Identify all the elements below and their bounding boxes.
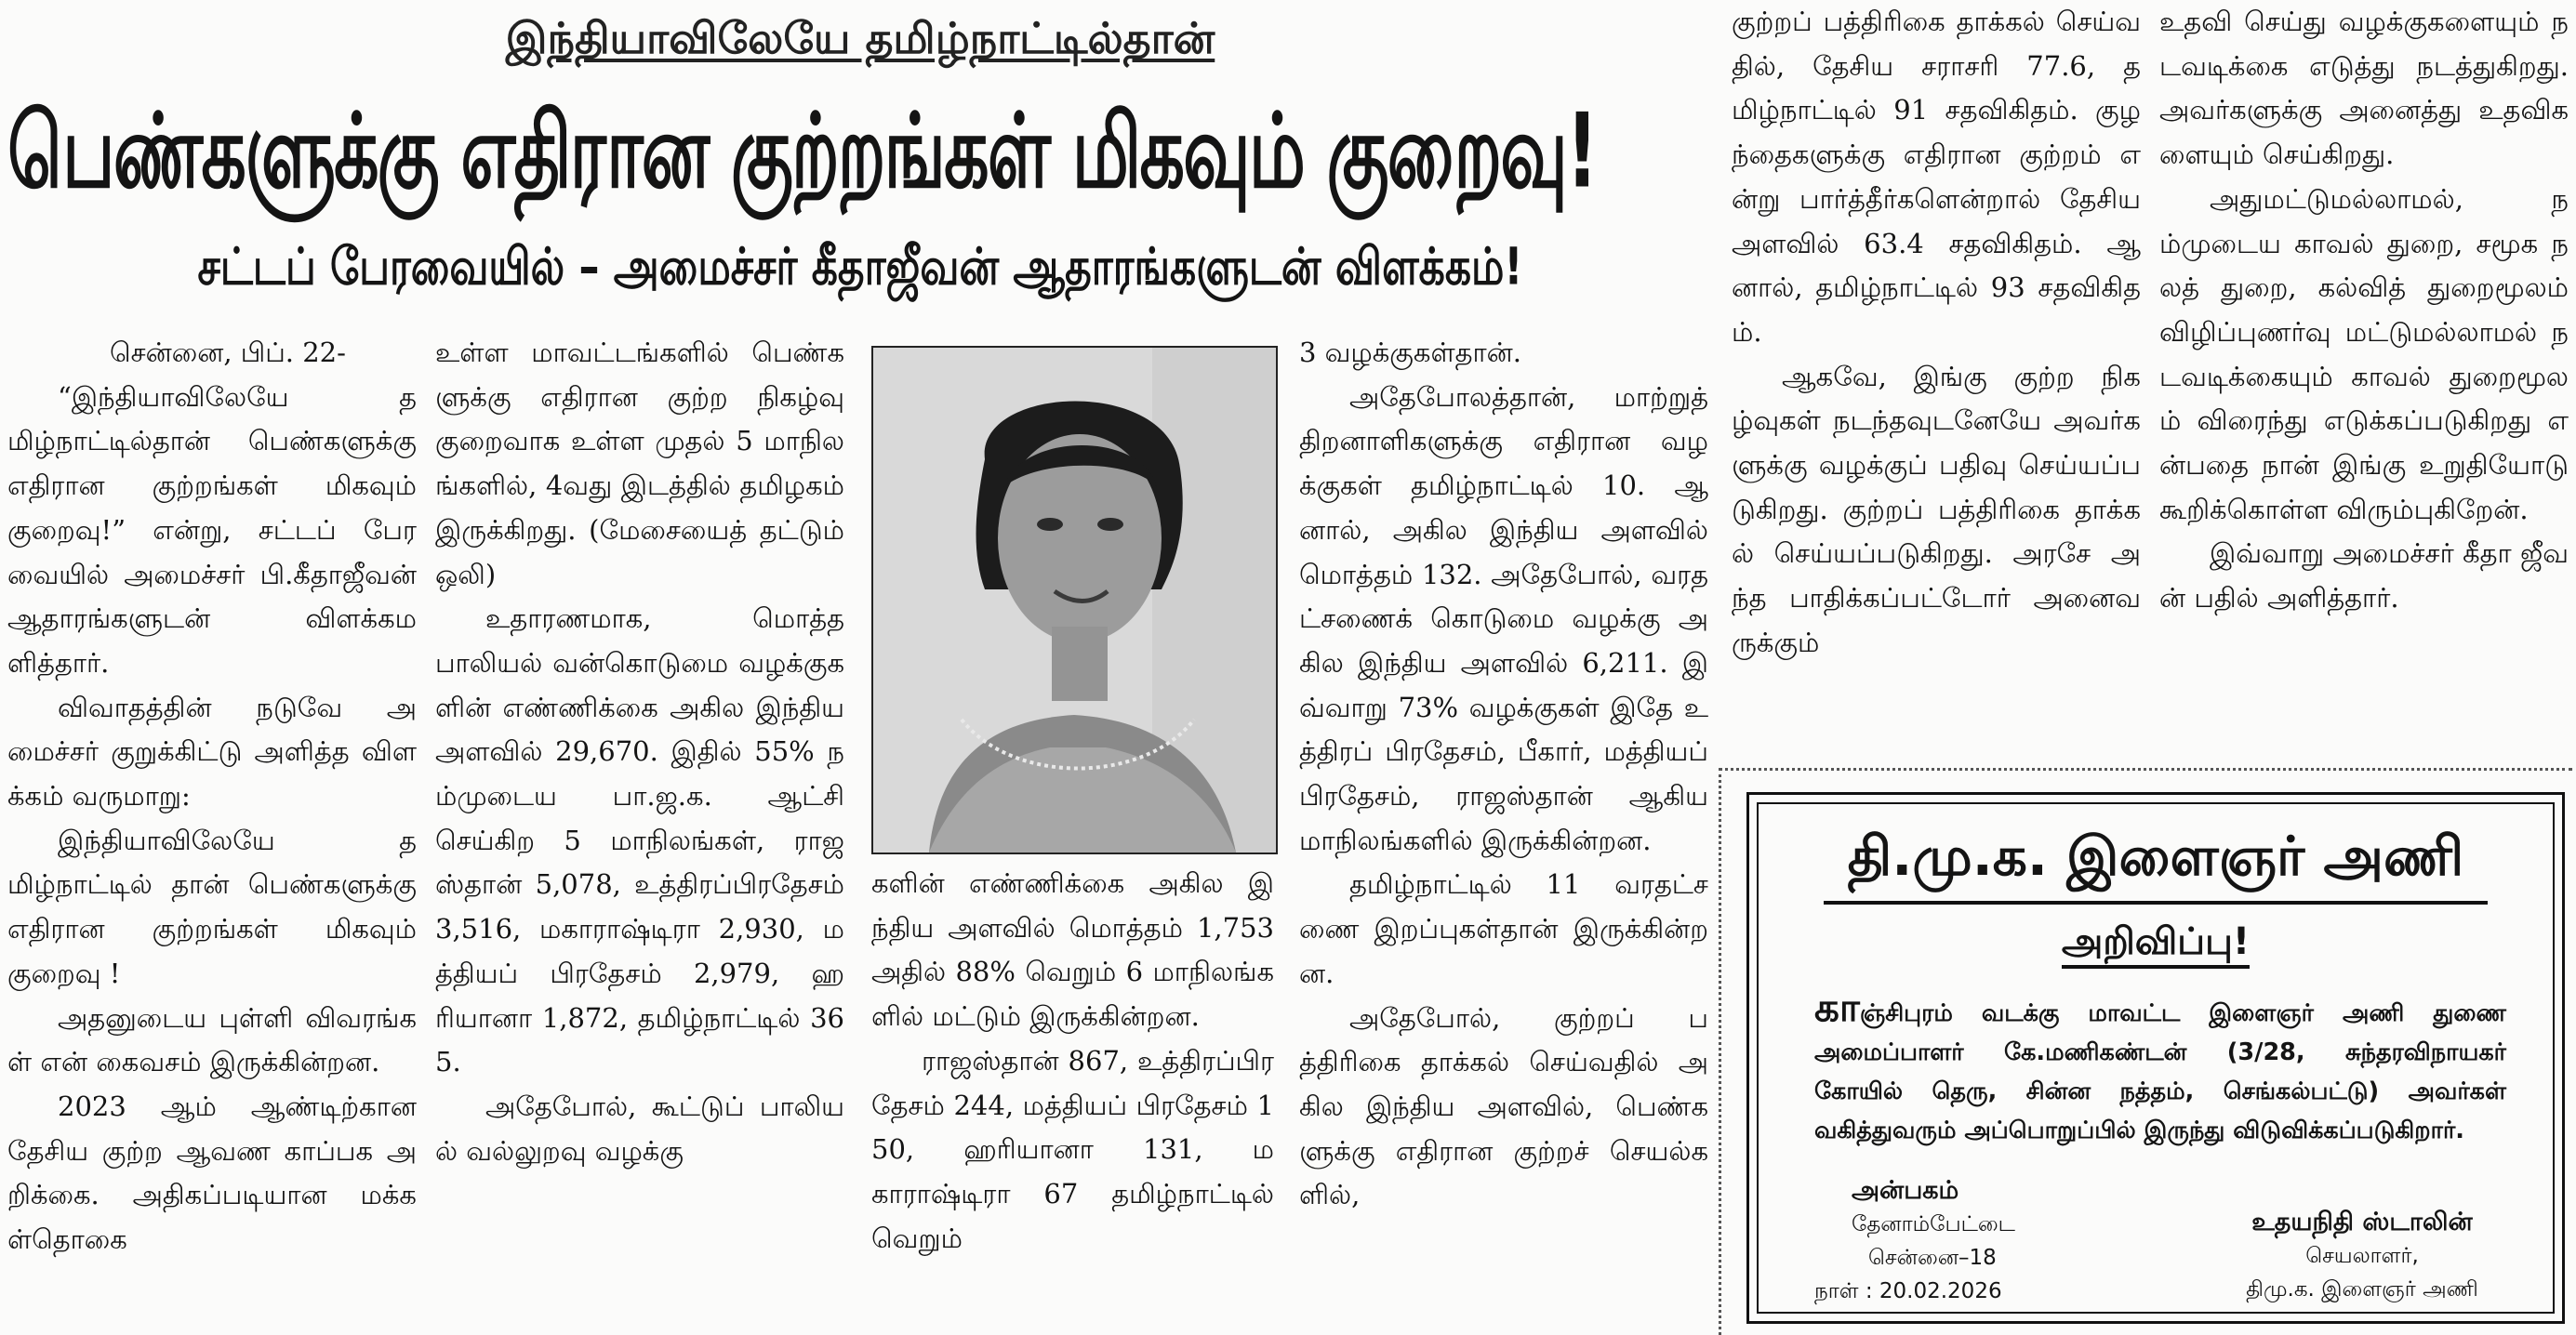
- paragraph: உள்ள மாவட்டங்களில் பெண்களுக்கு எதிரான குற்ற நிகழ்வு குறைவாக உள்ள முதல் 5 மாநிலங்களில், 4வது இடத்தில் தமிழகம் இருக்கிறது. (மேசையைத் தட்டும் ஒலி): [435, 337, 844, 590]
- article-column-1: [7, 331, 417, 1262]
- announcement-inner-frame: [1757, 802, 2555, 1314]
- paragraph: அதேபோல், கூட்டுப் பாலியல் வல்லுறவு வழக்கு: [435, 1090, 844, 1167]
- article-column-2: [435, 331, 844, 1173]
- paragraph: அதேபோலத்தான், மாற்றுத் திறனாளிகளுக்கு எதிரான வழக்குகள் தமிழ்நாட்டில் 10. ஆனால், அகில இந்திய அளவில் மொத்தம் 132. அதேபோல், வரதட்சணைக் கொடுமை வழக்கு அகில இந்திய அளவில் 6,211. இவ்வாறு 73% வழக்குகள் இதே உத்திரப் பிரதேசம், பீகார், மத்தியப் பிரதேசம், ராஜஸ்தான் ஆகிய மாநிலங்களில் இருக்கின்றன.: [1299, 380, 1708, 856]
- signatory-organization: திமு.க. இளைஞர் அணி: [2246, 1277, 2478, 1302]
- paragraph: அதேபோல், குற்றப் பத்திரிகை தாக்கல் செய்வதில் அகில இந்திய அளவில், பெண்களுக்கு எதிரான குற்றச் செயல்களில்,: [1299, 1001, 1708, 1211]
- paragraph: 2023 ஆம் ஆண்டிற்கான தேசிய குற்ற ஆவண காப்பக அறிக்கை. அதிகப்படியான மக்கள்தொகை: [7, 1090, 417, 1256]
- article-column-4: [1299, 331, 1708, 1218]
- signatory-designation: செயலாளர்,: [2305, 1244, 2419, 1268]
- announcement-text: ஞ்சிபுரம் வடக்கு மாவட்ட இளைஞர் அணி துணை அமைப்பாளர் கே.மணிகண்டன் (3/28, சுந்தரவிநாயகர் கோயில் தெரு, சின்ன நத்தம், செங்கல்பட்டு) அவர்கள் வகித்துவரும் அப்பொறுப்பில் இருந்து விடுவிக்கப்படுகிறார்.: [1814, 999, 2506, 1144]
- paragraph: களின் எண்ணிக்கை அகில இந்திய அளவில் மொத்தம் 1,753 அதில் 88% வெறும் 6 மாநிலங்களில் மட்டும் இருக்கின்றன.: [871, 867, 1274, 1033]
- minister-photo: [871, 346, 1278, 854]
- subheadline: சட்டப் பேரவையில் – அமைச்சர் கீதாஜீவன் ஆதாரங்களுடன் விளக்கம்!: [197, 237, 1523, 297]
- headline: பெண்களுக்கு எதிரான குற்றங்கள் மிகவும் குறைவு!: [7, 90, 1597, 211]
- announcement-title: தி.மு.க. இளைஞர் அணி: [1847, 825, 2464, 888]
- paragraph: தமிழ்நாட்டில் 11 வரதட்சணை இறப்புகள்தான் இருக்கின்றன.: [1299, 868, 1708, 989]
- paragraph: ராஜஸ்தான் 867, உத்திரப்பிரதேசம் 244, மத்தியப் பிரதேசம் 150, ஹரியானா 131, மகாராஷ்டிரா 67 தமிழ்நாட்டில் வெறும்: [871, 1044, 1274, 1254]
- address-line: தேனாம்பேட்டை: [1852, 1212, 2015, 1236]
- address-label: அன்பகம்: [1852, 1176, 1959, 1205]
- article-column-3: [871, 862, 1274, 1261]
- announcement-subtitle: அறிவிப்பு!: [2062, 920, 2250, 969]
- paragraph: “இந்தியாவிலேயே தமிழ்நாட்டில்தான் பெண்களுக்கு எதிரான குற்றங்கள் மிகவும் குறைவு!” என்று, சட்டப் பேரவையில் அமைச்சர் பி.கீதாஜீவன் ஆதாரங்களுடன் விளக்கமளித்தார்.: [7, 380, 417, 679]
- article-column-6: [2159, 0, 2569, 621]
- paragraph: விவாதத்தின் நடுவே அமைச்சர் குறுக்கிட்டு அளித்த விளக்கம் வருமாறு:: [7, 691, 417, 813]
- paragraph: உதாரணமாக, மொத்த பாலியல் வன்கொடுமை வழக்குகளின் எண்ணிக்கை அகில இந்திய அளவில் 29,670. இதில் 55% நம்முடைய பா.ஜ.க. ஆட்சி செய்கிற 5 மாநிலங்கள், ராஜஸ்தான் 5,078, உத்திரப்பிரதேசம் 3,516, மகாராஷ்டிரா 2,930, மத்தியப் பிரதேசம் 2,979, ஹரியானா 1,872, தமிழ்நாட்டில் 365.: [435, 602, 844, 1078]
- portrait-image: [873, 348, 1276, 853]
- paragraph: 3 வழக்குகள்தான்.: [1299, 337, 1522, 368]
- paragraph: குற்றப் பத்திரிகை தாக்கல் செய்வதில், தேசிய சராசரி 77.6, தமிழ்நாட்டில் 91 சதவிகிதம். குழந்தைகளுக்கு எதிரான குற்றம் என்று பார்த்தீர்களென்றால் தேசிய அளவில் 63.4 சதவிகிதம். ஆனால், தமிழ்நாட்டில் 93 சதவிகிதம்.: [1732, 6, 2141, 348]
- article-column-5: [1732, 0, 2141, 666]
- drop-letter: கா: [1814, 985, 1860, 1030]
- signature-block: [2209, 1206, 2516, 1306]
- paragraph: இவ்வாறு அமைச்சர் கீதா ஜீவன் பதில் அளித்தார்.: [2159, 537, 2569, 615]
- title-rule: [1824, 901, 2488, 905]
- divider: [1719, 768, 2572, 771]
- paragraph: அதுமட்டுமல்லாமல், நம்முடைய காவல் துறை, சமூக நலத் துறை, கல்வித் துறைமூலம் விழிப்புணர்வு மட்டுமல்லாமல் நடவடிக்கையும் காவல் துறைமூலம் விரைந்து எடுக்கப்படுகிறது என்பதை நான் இங்கு உறுதியோடு கூறிக்கொள்ள விரும்புகிறேன்.: [2159, 182, 2569, 525]
- address-block: [1814, 1174, 2121, 1308]
- notice-date: நாள் : 20.02.2026: [1814, 1279, 2002, 1303]
- announcement-subtitle-wrap: [1759, 914, 2553, 970]
- signatory-name: உதயநிதி ஸ்டாலின்: [2251, 1208, 2473, 1236]
- paragraph: ஆகவே, இங்கு குற்ற நிகழ்வுகள் நடந்தவுடனேயே அவர்களுக்கு வழக்குப் பதிவு செய்யப்படுகிறது. குற்றப் பத்திரிகை தாக்கல் செய்யப்படுகிறது. அரசே அந்த பாதிக்கப்பட்டோர் அனைவருக்கும்: [1732, 360, 2141, 658]
- kicker-heading: இந்தியாவிலேயே தமிழ்நாட்டில்தான்: [505, 13, 1215, 63]
- address-line: சென்னை–18: [1868, 1246, 1997, 1270]
- dateline: சென்னை, பிப். 22-: [110, 337, 346, 368]
- paragraph: உதவி செய்து வழக்குகளையும் நடவடிக்கை எடுத்து நடத்துகிறது. அவர்களுக்கு அனைத்து உதவிகளையும் செய்கிறது.: [2159, 6, 2569, 171]
- paragraph: இந்தியாவிலேயே தமிழ்நாட்டில் தான் பெண்களுக்கு எதிரான குற்றங்கள் மிகவும் குறைவு !: [7, 824, 417, 989]
- paragraph: அதனுடைய புள்ளி விவரங்கள் என் கைவசம் இருக்கின்றன.: [7, 1001, 417, 1078]
- divider: [1719, 768, 1721, 1335]
- announcement-body: [1814, 985, 2506, 1150]
- announcement-box: [1746, 792, 2565, 1324]
